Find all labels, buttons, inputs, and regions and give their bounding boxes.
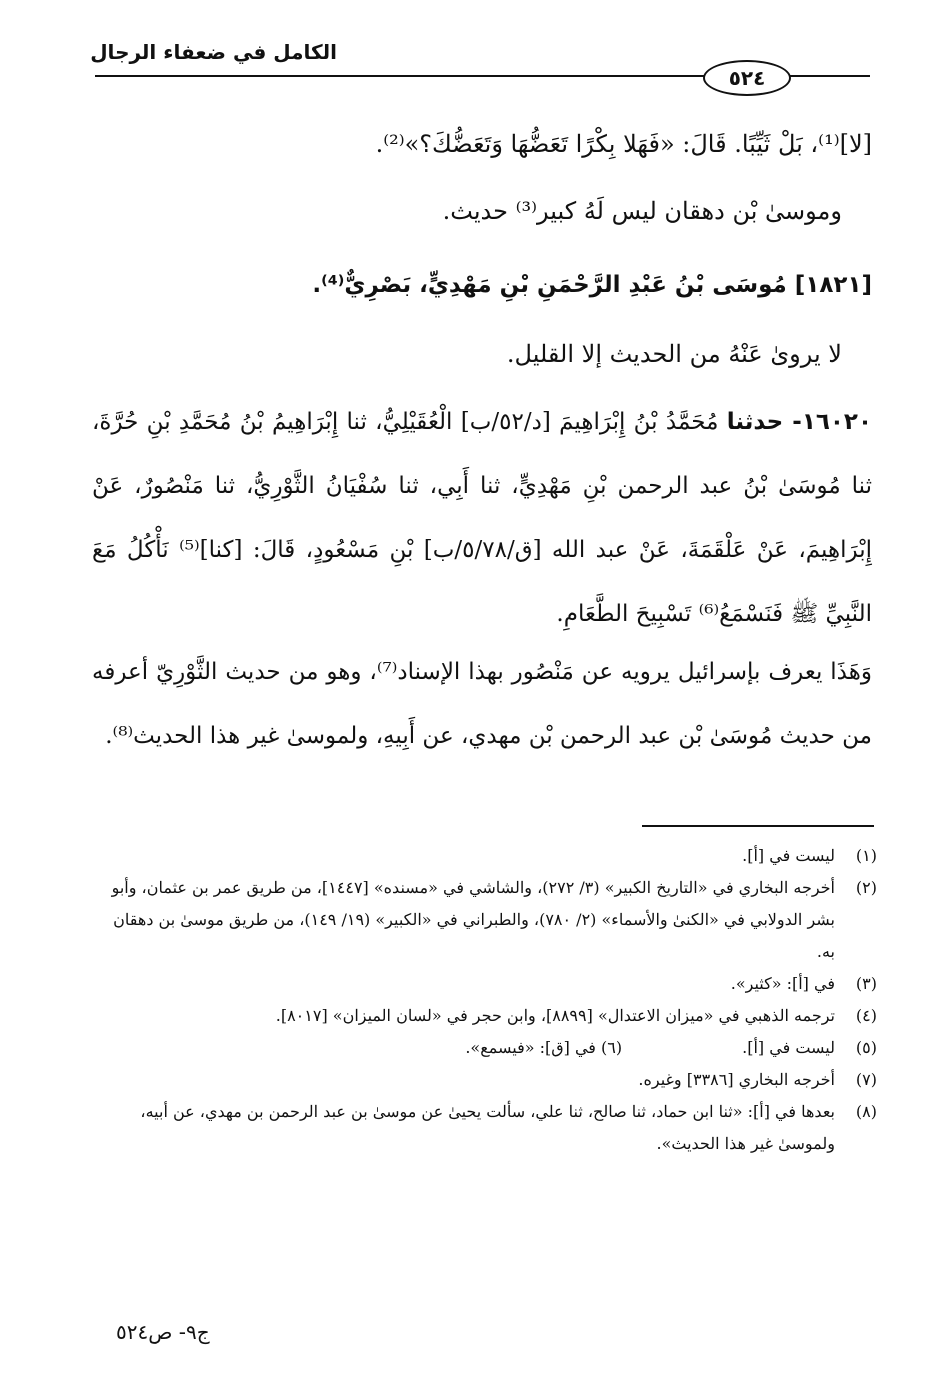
footnote-text: أخرجه البخاري [٣٣٨٦] وغيره. [638, 1070, 835, 1089]
footnote-number: (٢) [855, 878, 877, 897]
volume-page-code: ج٩- ص٥٢٤ [116, 1320, 210, 1344]
text-line-1: [لا]⁽¹⁾، بَلْ ثَيِّبًا. قَالَ: «فَهَلا بِكْرًا تَعَضُّهَا وَتَعَضُّكَ؟»⁽²⁾. [375, 130, 872, 158]
footnote-text: في [أ]: «كثير». [730, 974, 835, 993]
footnote-text: ترجمه الذهبي في «ميزان الاعتدال» [٨٨٩٩]، وابن حجر في «لسان الميزان» [٨٠١٧]. [275, 1006, 835, 1025]
running-header-title: الكامل في ضعفاء الرجال [90, 40, 337, 64]
footnote-number: (٧) [855, 1070, 877, 1089]
text-line-2: وموسىٰ بْن دهقان ليس لَهُ كبير⁽³⁾ حديث. [442, 197, 842, 225]
footnote-number: (٦) [601, 1038, 623, 1057]
footnote-row [97, 1032, 877, 1064]
hadith-text: مُحَمَّدُ بْنُ إِبْرَاهِيمَ [د/٥٢/ب] الْعُقَيْلِيُّ، ثنا إِبْرَاهِيمُ بْنُ مُحَمَّدِ بْنِ حُرَّةَ، ثنا مُوسَىٰ بْنُ عبد الرحمن بْنِ مَهْدِيٍّ، ثنا أَبِي، ثنا سُفْيَانُ الثَّوْرِيُّ، ثنا مَنْصُورٌ، عَنْ إِبْرَاهِيمَ، عَنْ عَلْقَمَةَ، عَنْ عبد الله [ق/٥/٧٨/ب] بْنِ مَسْعُودٍ، قَالَ: [كنا]⁽⁵⁾ نَأْكُلُ مَعَ النَّبِيِّ ﷺ فَنَسْمَعُ⁽⁶⁾ تَسْبِيحَ الطَّعَامِ. [92, 409, 873, 627]
footnote-inline [465, 1032, 622, 1064]
footnote-text: بعدها في [أ]: «ثنا ابن حماد، ثنا صالح، ثنا علي، سألت يحيىٰ عن موسىٰ بن عبد الرحمن بن مهدي، عن أبيه، ولموسىٰ غير هذا الحديث». [140, 1102, 835, 1153]
footnote-number: (٣) [855, 974, 877, 993]
footnote-item [97, 1000, 877, 1032]
footnote-text: أخرجه البخاري في «التاريخ الكبير» (٣/ ٢٧٢)، والشاشي في «مسنده» [١٤٤٧]، من طريق عمر بن عثمان، وأبو بشر الدولابي في «الكنىٰ والأسماء» (٢/ ٧٨٠)، والطبراني في «الكبير» (١٩/ ١٤٩)، من طريق موسىٰ بن دهقان به. [111, 878, 835, 961]
footnote-item [97, 968, 877, 1000]
hadith-number: ١٦٠٢٠- حدثنا [726, 409, 873, 435]
entry-description: لا يروىٰ عَنْهُ من الحديث إلا القليل. [506, 340, 842, 368]
footnote-text: ليست في [أ]. [742, 846, 835, 865]
footnote-item [97, 840, 877, 872]
footnotes [97, 840, 877, 1160]
page-number-badge: ٥٢٤ [703, 60, 791, 96]
footnote-text: ليست في [أ]. [742, 1038, 835, 1057]
footnote-number: (١) [855, 846, 877, 865]
footnote-text: في [ق]: «فيسمع». [465, 1038, 596, 1057]
closing-paragraph: وَهَذَا يعرف بإسرائيل يرويه عن مَنْصُور بهذا الإسناد⁽⁷⁾، وهو من حديث الثَّوْرِيّ أعرفه من حديث مُوسَىٰ بْن عبد الرحمن بْن مهدي، عن أَبِيهِ، ولموسىٰ غير هذا الحديث⁽⁸⁾. [92, 659, 872, 749]
footnote-item [97, 1096, 877, 1160]
footnote-item [97, 872, 877, 968]
entry-heading: [١٨٢١] مُوسَى بْنُ عَبْدِ الرَّحْمَنِ بْنِ مَهْدِيٍّ، بَصْرِيٌّ⁽⁴⁾. [312, 272, 872, 298]
footnote-rule [642, 825, 874, 827]
footnote-item [97, 1064, 877, 1096]
hadith-paragraph [92, 390, 872, 646]
footnote-number: (٥) [855, 1038, 877, 1057]
footnote-number: (٨) [855, 1102, 877, 1121]
footnote-number: (٤) [855, 1006, 877, 1025]
